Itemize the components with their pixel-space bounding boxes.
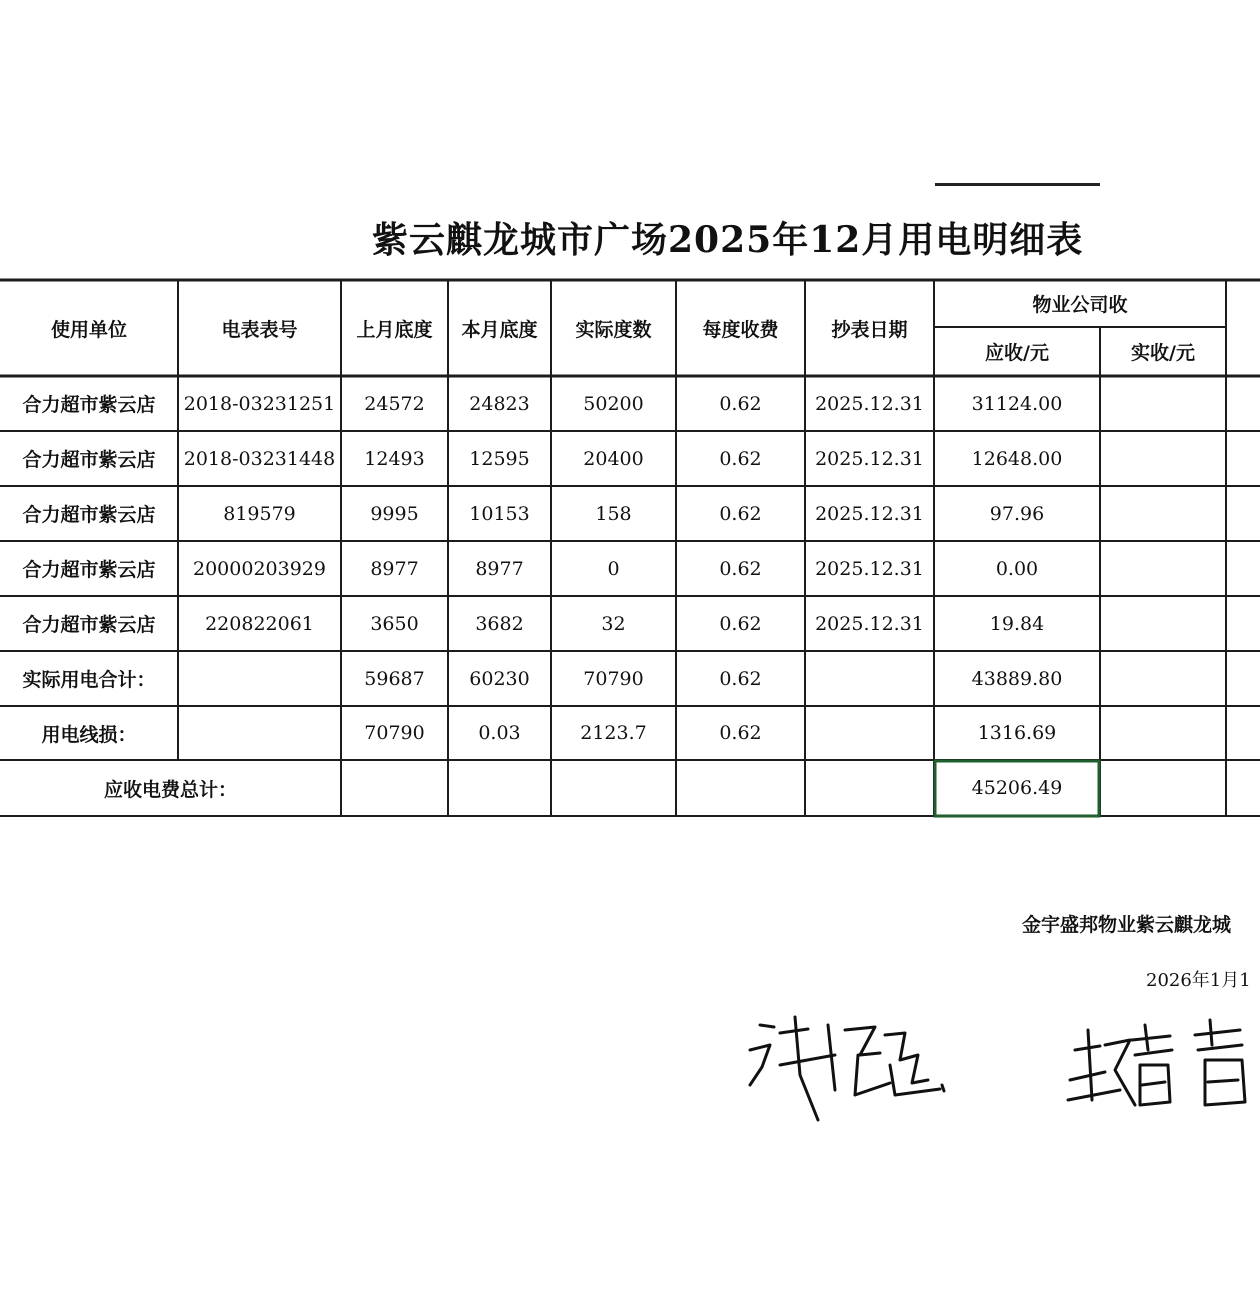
line-loss-price: 0.62 bbox=[719, 722, 762, 744]
signature-1 bbox=[740, 1005, 955, 1125]
table-cell-price: 0.62 bbox=[719, 557, 762, 580]
subtotal-price: 0.62 bbox=[719, 667, 762, 690]
table-cell-price: 0.62 bbox=[719, 502, 762, 525]
grand-total-label: 应收电费总计： bbox=[103, 778, 237, 801]
table-cell-meter_no: 2018-03231251 bbox=[183, 392, 336, 415]
header-last-reading: 上月底度 bbox=[356, 318, 433, 341]
table-cell-date: 2025.12.31 bbox=[815, 612, 924, 635]
table-cell-unit: 合力超市紫云店 bbox=[22, 449, 156, 471]
table-cell-receivable: 31124.00 bbox=[971, 392, 1063, 415]
line-loss-rate: 0.03 bbox=[478, 722, 521, 744]
line-loss-label: 用电线损： bbox=[41, 723, 137, 746]
table-cell-actual: 0 bbox=[607, 557, 620, 580]
grand-total-receivable: 45206.49 bbox=[971, 777, 1063, 799]
subtotal-last: 59687 bbox=[364, 667, 425, 690]
table-cell-unit: 合力超市紫云店 bbox=[22, 614, 156, 636]
table-cell-actual: 20400 bbox=[583, 447, 644, 470]
header-read-date: 抄表日期 bbox=[831, 318, 908, 341]
table-cell-receivable: 0.00 bbox=[995, 557, 1039, 580]
table-cell-last: 3650 bbox=[370, 612, 419, 635]
subtotal-label: 实际用电合计： bbox=[22, 669, 156, 691]
line-loss-actual: 2123.7 bbox=[580, 722, 647, 744]
signature-2 bbox=[1060, 1010, 1260, 1120]
header-received: 实收/元 bbox=[1131, 342, 1195, 364]
table-cell-date: 2025.12.31 bbox=[815, 447, 924, 470]
table-cell-this: 3682 bbox=[475, 612, 524, 635]
line-loss-receivable: 1316.69 bbox=[977, 722, 1057, 744]
table-cell-unit: 合力超市紫云店 bbox=[22, 559, 156, 581]
table-cell-receivable: 19.84 bbox=[989, 612, 1045, 635]
table-cell-meter_no: 220822061 bbox=[205, 612, 314, 635]
table-cell-price: 0.62 bbox=[719, 447, 762, 470]
footer-organization: 金宇盛邦物业紫云麒龙城 bbox=[1022, 914, 1232, 936]
line-loss-last: 70790 bbox=[364, 722, 425, 744]
table-cell-received bbox=[1100, 486, 1226, 541]
footer-date: 2026年1月1 bbox=[1146, 970, 1251, 991]
header-receivable: 应收/元 bbox=[985, 342, 1049, 364]
table-cell-price: 0.62 bbox=[719, 392, 762, 415]
table-cell-unit: 合力超市紫云店 bbox=[22, 394, 156, 416]
table-cell-received bbox=[1100, 596, 1226, 651]
table-cell-receivable: 12648.00 bbox=[971, 447, 1063, 470]
table-cell-this: 12595 bbox=[469, 447, 530, 470]
table-cell-actual: 158 bbox=[595, 502, 632, 525]
subtotal-this: 60230 bbox=[469, 667, 530, 690]
table-cell-date: 2025.12.31 bbox=[815, 392, 924, 415]
subtotal-receivable: 43889.80 bbox=[971, 667, 1063, 690]
table-cell-meter_no: 2018-03231448 bbox=[183, 447, 336, 470]
header-company-group: 物业公司收 bbox=[1032, 294, 1128, 316]
header-meter-no: 电表表号 bbox=[221, 318, 298, 341]
table-cell-last: 9995 bbox=[370, 502, 419, 525]
document-title: 紫云麒龙城市广场2025年12月用电明细表 bbox=[372, 219, 1084, 261]
table-cell-date: 2025.12.31 bbox=[815, 502, 924, 525]
table-cell-actual: 32 bbox=[601, 612, 626, 635]
header-unit-price: 每度收费 bbox=[702, 318, 779, 341]
subtotal-actual: 70790 bbox=[583, 667, 644, 690]
header-unit: 使用单位 bbox=[50, 318, 127, 341]
table-cell-receivable: 97.96 bbox=[989, 502, 1045, 525]
table-cell-this: 8977 bbox=[475, 557, 524, 580]
header-actual-usage: 实际度数 bbox=[575, 318, 652, 341]
table-cell-meter_no: 20000203929 bbox=[193, 557, 326, 580]
table-cell-price: 0.62 bbox=[719, 612, 762, 635]
table-cell-unit: 合力超市紫云店 bbox=[22, 504, 156, 526]
table-cell-last: 24572 bbox=[364, 392, 425, 415]
table-cell-received bbox=[1100, 431, 1226, 486]
table-cell-last: 12493 bbox=[364, 447, 425, 470]
table-cell-this: 24823 bbox=[469, 392, 530, 415]
table-cell-this: 10153 bbox=[469, 502, 530, 525]
header-this-reading: 本月底度 bbox=[461, 318, 538, 341]
table-cell-received bbox=[1100, 541, 1226, 596]
table-cell-received bbox=[1100, 376, 1226, 431]
table-cell-date: 2025.12.31 bbox=[815, 557, 924, 580]
table-cell-meter_no: 819579 bbox=[223, 502, 296, 525]
table-cell-actual: 50200 bbox=[583, 392, 644, 415]
table-cell-last: 8977 bbox=[370, 557, 419, 580]
